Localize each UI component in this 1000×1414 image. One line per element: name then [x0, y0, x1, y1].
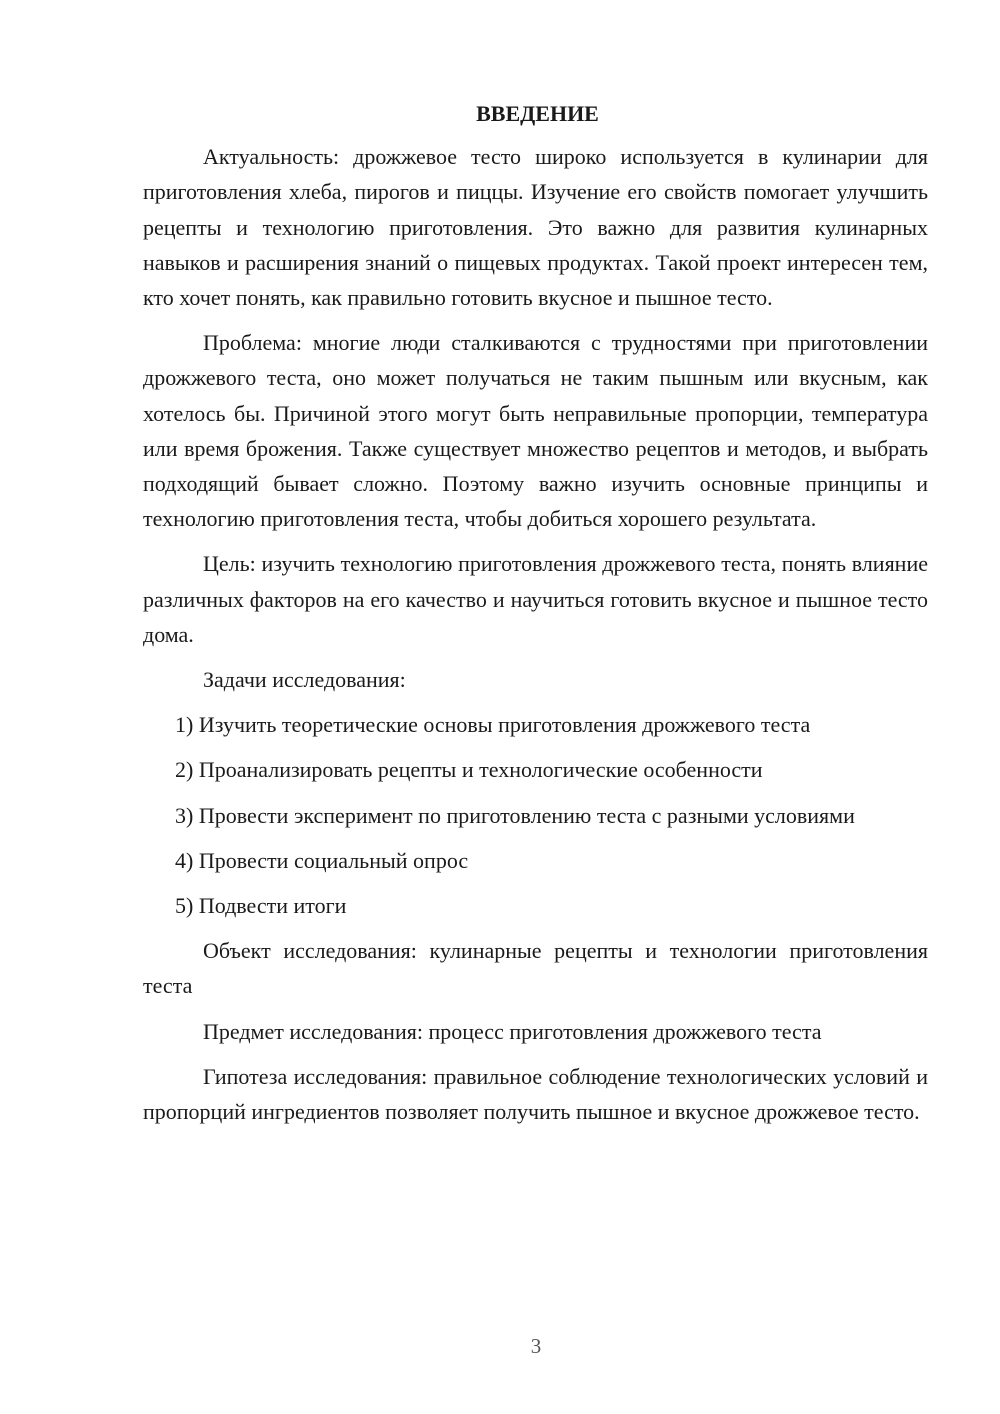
paragraph-relevance: Актуальность: дрожжевое тесто широко используется в кулинарии для приготовления хлеба, пирогов и пиццы. Изучение его свойств помогает улучшить рецепты и технологию приготовления. Это важно для развития кулинарных навыков и расширения знаний о пищевых продуктах. Такой проект интересен тем, кто хочет понять, как правильно готовить вкусное и пышное тесто.	[143, 144, 928, 311]
page-number: 3	[530, 1334, 542, 1358]
task-item: 2) Проанализировать рецепты и технологические особенности	[175, 757, 763, 783]
paragraph-subject: Предмет исследования: процесс приготовления дрожжевого теста	[203, 1018, 822, 1044]
paragraph-hypothesis: Гипотеза исследования: правильное соблюдение технологических условий и пропорций ингредиентов позволяет получить пышное и вкусное дрожжевое тесто.	[143, 1063, 928, 1125]
task-item: 3) Провести эксперимент по приготовлению теста с разными условиями	[175, 802, 855, 828]
task-item: 1) Изучить теоретические основы приготовления дрожжевого теста	[175, 712, 811, 738]
task-item: 5) Подвести итоги	[175, 893, 347, 919]
paragraph-problem: Проблема: многие люди сталкиваются с трудностями при приготовлении дрожжевого теста, оно может получаться не таким пышным или вкусным, как хотелось бы. Причиной этого могут быть неправильные пропорции, температура или время брожения. Также существует множество рецептов и методов, и выбрать подходящий бывает сложно. Поэтому важно изучить основные принципы и технологию приготовления теста, чтобы добиться хорошего результата.	[143, 330, 928, 532]
paragraph-object: Объект исследования: кулинарные рецепты и технологии приготовления теста	[143, 938, 928, 999]
page-title: ВВЕДЕНИЕ	[476, 101, 599, 126]
paragraph-goal: Цель: изучить технологию приготовления дрожжевого теста, понять влияние различных факторов на его качество и научиться готовить вкусное и пышное тесто дома.	[143, 551, 928, 647]
tasks-heading: Задачи исследования:	[203, 667, 406, 693]
task-item: 4) Провести социальный опрос	[175, 847, 469, 873]
document-page	[143, 96, 928, 1139]
